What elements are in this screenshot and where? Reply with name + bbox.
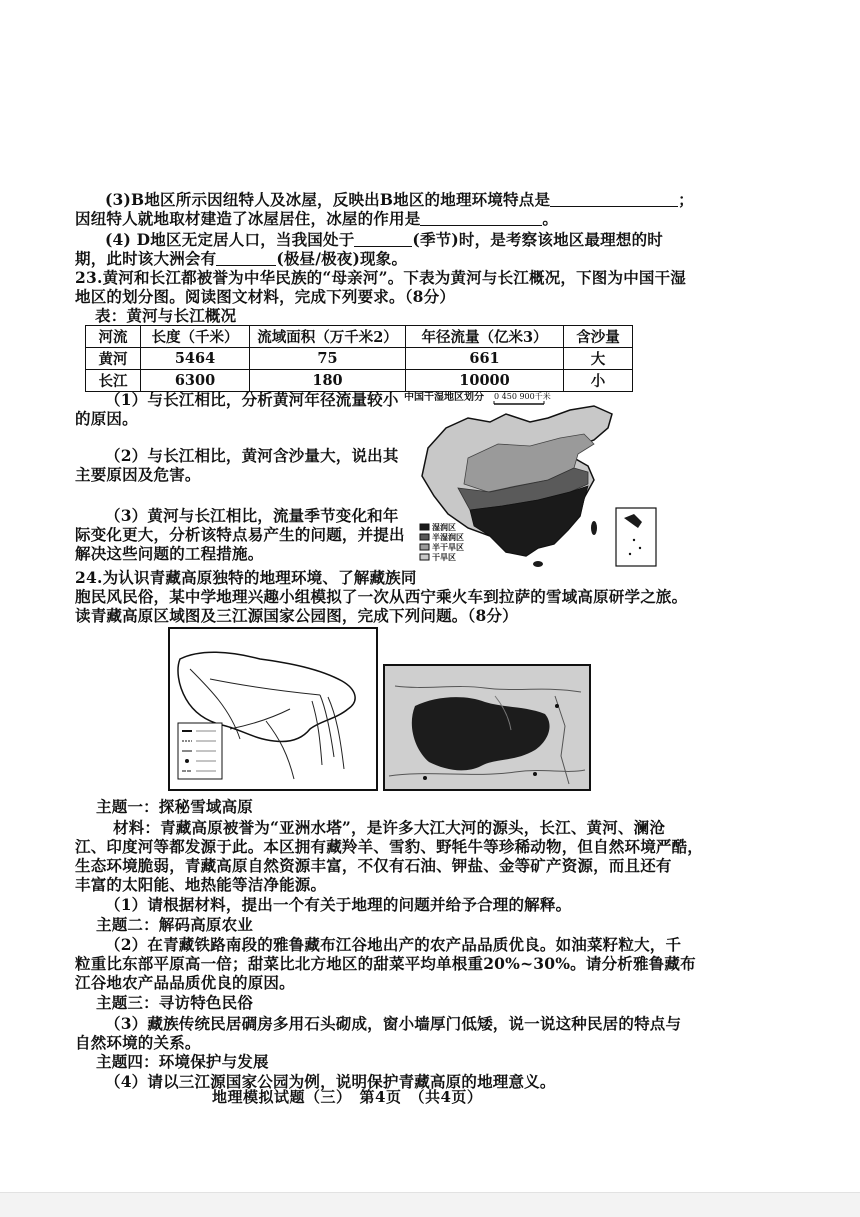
legend-item-semi-arid: 半干旱区 bbox=[432, 542, 464, 552]
river-table bbox=[85, 325, 633, 392]
q22-p3-text-a: (3)B地区所示因纽特人及冰屋，反映出B地区的地理环境特点是 bbox=[105, 190, 551, 209]
theme4-question: （4）请以三江源国家公园为例，说明保护青藏高原的地理意义。 bbox=[105, 1072, 556, 1091]
table-cell: 黄河 bbox=[86, 348, 141, 370]
table-cell: 661 bbox=[406, 348, 564, 370]
q23-q3-line3: 解决这些问题的工程措施。 bbox=[75, 544, 264, 563]
q22-p4-text-b-end: (极昼/极夜)现象。 bbox=[276, 249, 408, 268]
q22-p4-line2 bbox=[75, 249, 407, 269]
q23-q2-line2: 主要原因及危害。 bbox=[75, 465, 201, 484]
map-title: 中国干湿地区划分 bbox=[404, 392, 484, 403]
q23-q3-line1: （3）黄河与长江相比，流量季节变化和年 bbox=[105, 506, 399, 525]
q24-intro-line1: 24.为认识青藏高原独特的地理环境、了解藏族同 bbox=[75, 568, 417, 587]
q22-p3-line1 bbox=[105, 190, 694, 210]
table-cell: 大 bbox=[564, 348, 633, 370]
map-scale: 0 450 900千米 bbox=[494, 392, 551, 401]
table-header-cell: 含沙量 bbox=[564, 326, 633, 348]
q23-q2-line1: （2）与长江相比，黄河含沙量大，说出其 bbox=[105, 446, 399, 465]
q24-intro-line3: 读青藏高原区域图及三江源国家公园图，完成下列问题。（8分） bbox=[75, 606, 518, 625]
table-cell: 75 bbox=[250, 348, 406, 370]
q24-intro-line2: 胞民风民俗，某中学地理兴趣小组模拟了一次从西宁乘火车到拉萨的雪域高原研学之旅。 bbox=[75, 587, 688, 606]
theme3-question-line1: （3）藏族传统民居碉房多用石头砌成，窗小墙厚门低矮，说一说这种民居的特点与 bbox=[105, 1014, 682, 1033]
sanjiangyuan-park-map bbox=[383, 664, 591, 791]
q22-p4-line1 bbox=[105, 230, 663, 250]
theme1-question: （1）请根据材料，提出一个有关于地理的问题并给予合理的解释。 bbox=[105, 895, 572, 914]
china-dry-wet-map bbox=[398, 388, 666, 578]
answer-blank[interactable] bbox=[216, 251, 276, 266]
material-line3: 生态环境脆弱，青藏高原自然资源丰富，不仅有石油、钾盐、金等矿产资源，而且还有 bbox=[75, 856, 672, 875]
theme2-title: 主题二：解码高原农业 bbox=[96, 915, 254, 934]
table-cell: 10000 bbox=[406, 370, 564, 392]
legend-item-semi-humid: 半湿润区 bbox=[432, 532, 464, 542]
material-line4: 丰富的太阳能、地热能等洁净能源。 bbox=[75, 875, 327, 894]
q22-p4-text-a-mid: (季节)时，是考察该地区最理想的时 bbox=[412, 230, 663, 249]
q22-p4-text-b: 期，此时该大洲会有 bbox=[75, 249, 217, 268]
legend-item-humid: 湿润区 bbox=[432, 522, 456, 532]
table-cell: 小 bbox=[564, 370, 633, 392]
table-header-row bbox=[86, 326, 633, 348]
map-legend bbox=[432, 522, 464, 562]
q22-p3-line2 bbox=[75, 209, 558, 229]
page-footer: 地理模拟试题（三） 第4页 （共4页） bbox=[212, 1088, 483, 1106]
theme2-question-line2: 粒重比东部平原高一倍；甜菜比北方地区的甜菜平均单根重20%~30%。请分析雅鲁藏布 bbox=[75, 954, 696, 973]
viewer-bottom-bar bbox=[0, 1192, 860, 1217]
park-map-svg bbox=[385, 666, 589, 789]
theme3-question-line2: 自然环境的关系。 bbox=[75, 1033, 201, 1052]
q23-q1-line2: 的原因。 bbox=[75, 409, 138, 428]
qinghai-tibet-region-map bbox=[168, 627, 378, 791]
q23-intro-line2: 地区的划分图。阅读图文材料，完成下列要求。（8分） bbox=[75, 287, 456, 306]
theme1-title: 主题一：探秘雪域高原 bbox=[96, 797, 254, 816]
q22-p3-text-a-end: ； bbox=[678, 190, 694, 209]
answer-blank[interactable] bbox=[354, 232, 412, 247]
table-header-cell: 流域面积（万千米2） bbox=[250, 326, 406, 348]
table-caption: 表：黄河与长江概况 bbox=[95, 306, 237, 325]
q23-q3-line2: 际变化更大，分析该特点易产生的问题，并提出 bbox=[75, 525, 405, 544]
q22-p4-text-a: (4) D地区无定居人口，当我国处于 bbox=[105, 230, 355, 249]
theme3-title: 主题三：寻访特色民俗 bbox=[96, 993, 254, 1012]
table-cell: 6300 bbox=[141, 370, 250, 392]
legend-item-arid: 干旱区 bbox=[432, 552, 456, 562]
q23-intro-line1: 23.黄河和长江都被誉为中华民族的“母亲河”。下表为黄河与长江概况，下图为中国干湿 bbox=[75, 268, 686, 287]
table-cell: 长江 bbox=[86, 370, 141, 392]
plateau-outline-svg bbox=[170, 629, 376, 789]
theme2-question-line1: （2）在青藏铁路南段的雅鲁藏布江谷地出产的农产品品质优良。如油菜籽粒大，千 bbox=[105, 935, 682, 954]
theme2-question-line3: 江谷地农产品品质优良的原因。 bbox=[75, 973, 295, 992]
q23-q1-line1: （1）与长江相比，分析黄河年径流量较小 bbox=[105, 390, 399, 409]
table-row bbox=[86, 348, 633, 370]
table-cell: 5464 bbox=[141, 348, 250, 370]
table-header-cell: 河流 bbox=[86, 326, 141, 348]
material-line1: 材料：青藏高原被誉为“亚洲水塔”，是许多大江大河的源头，长江、黄河、澜沧 bbox=[113, 818, 666, 837]
table-header-cell: 年径流量（亿米3） bbox=[406, 326, 564, 348]
table-cell: 180 bbox=[250, 370, 406, 392]
material-line2: 江、印度河等都发源于此。本区拥有藏羚羊、雪豹、野牦牛等珍稀动物，但自然环境严酷， bbox=[75, 837, 704, 856]
answer-blank[interactable] bbox=[550, 192, 678, 207]
answer-blank[interactable] bbox=[420, 211, 542, 226]
theme4-title: 主题四：环境保护与发展 bbox=[96, 1052, 269, 1071]
q22-p3-text-b-end: 。 bbox=[542, 209, 559, 228]
table-header-cell: 长度（千米） bbox=[141, 326, 250, 348]
q22-p3-text-b: 因纽特人就地取材建造了冰屋居住，冰屋的作用是 bbox=[75, 209, 421, 228]
